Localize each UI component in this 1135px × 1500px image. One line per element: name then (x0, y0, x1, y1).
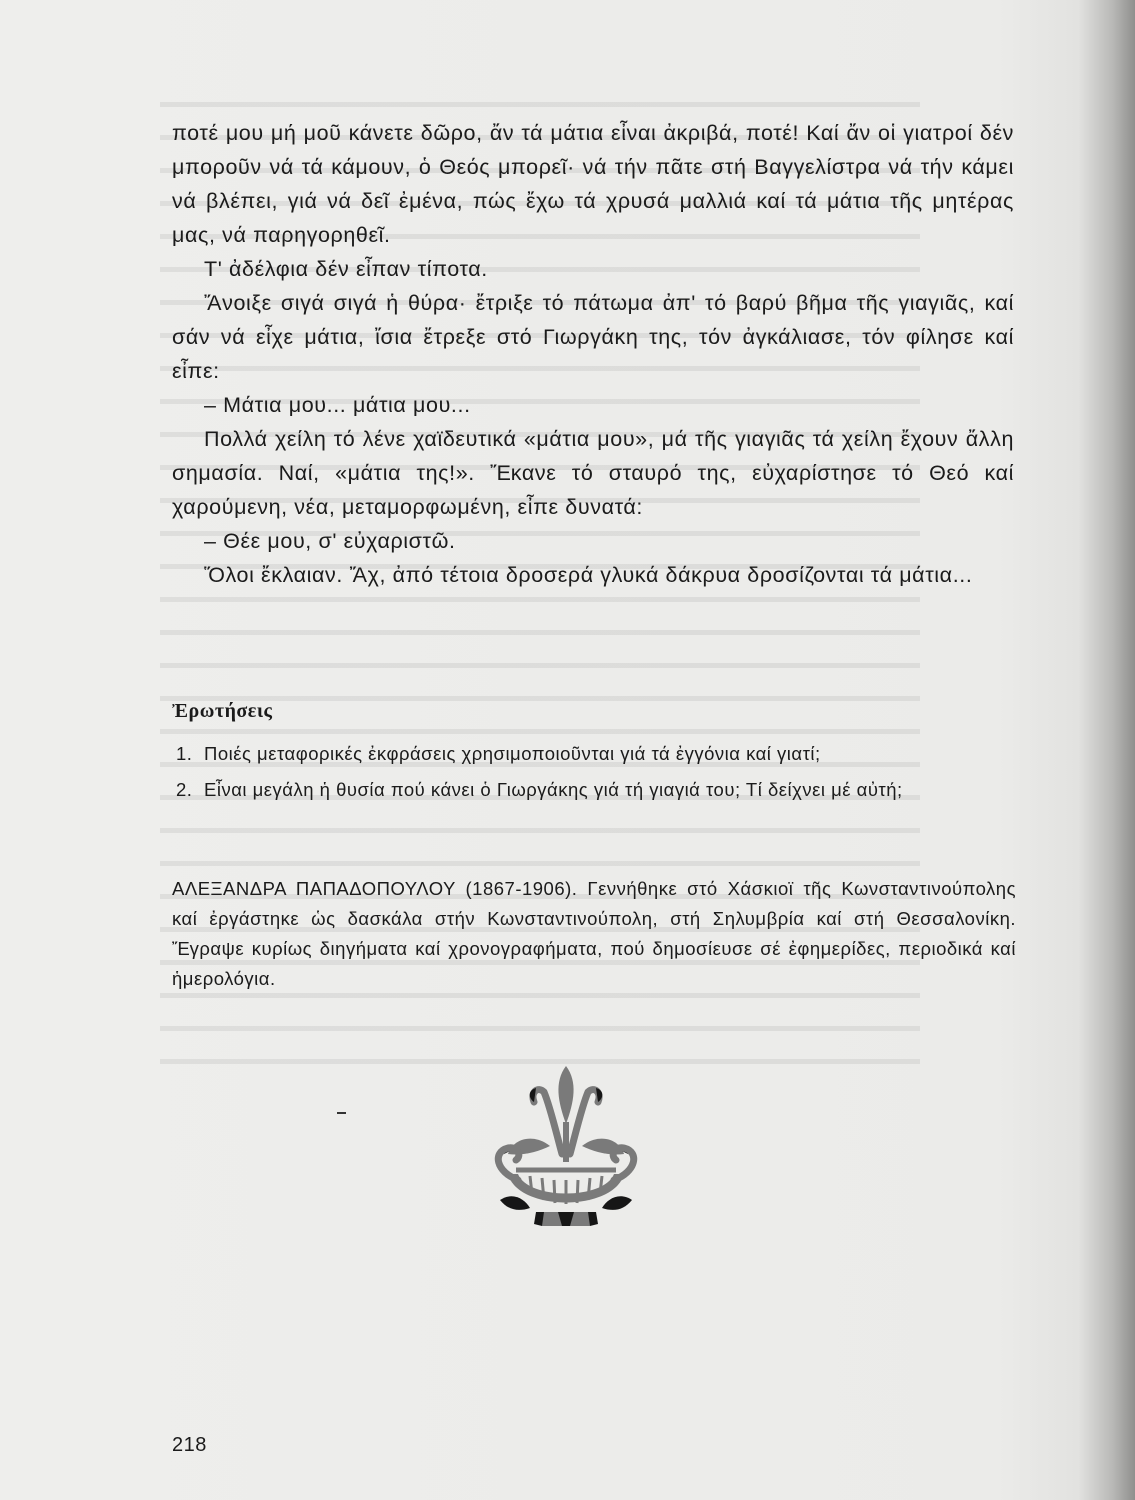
paragraph: – Μάτια μου... μάτια μου... (204, 393, 471, 417)
question-number: 2. (176, 779, 193, 800)
author-bio (172, 874, 1016, 994)
question-text: Εἶναι μεγάλη ἡ θυσία πού κάνει ὁ Γιωργάκης γιά τή γιαγιά του; Τί δείχνει μέ αὐτή; (204, 779, 903, 800)
paragraph: Ὅλοι ἔκλαιαν. Ἄχ, ἀπό τέτοια δροσερά γλυκά δάκρυα δροσίζονται τά μάτια... (204, 563, 973, 587)
question-number: 1. (176, 743, 193, 764)
paragraph: Τ' ἀδέλφια δέν εἶπαν τίποτα. (204, 257, 488, 281)
paragraph: – Θέε μου, σ' εὐχαριστῶ. (204, 529, 456, 553)
story-text (172, 116, 1014, 592)
stray-mark (337, 1112, 346, 1114)
paragraph: Πολλά χείλη τό λένε χαϊδευτικά «μάτια μου», μά τῆς γιαγιᾶς τά χείλη ἔχουν ἄλλη σημασία. Ναί, «μάτια της!». Ἔκανε τό σταυρό της, εὐχαρίστησε τό Θεό καί χαρούμενη, νέα, μεταμορφωμένη, εἶπε δυνατά: (172, 427, 1014, 519)
paragraph: ποτέ μου μή μοῦ κάνετε δῶρο, ἄν τά μάτια εἶναι ἀκριβά, ποτέ! Καί ἄν οἱ γιατροί δέν μποροῦν νά τά κάμουν, ὁ Θεός μπορεῖ· νά τήν πᾶτε στή Βαγγελίστρα νά τήν κάμει νά βλέπει, γιά νά δεῖ ἐμένα, πώς ἔχω τά χρυσά μαλλιά καί τά μάτια τῆς μητέρας μας, νά παρηγορηθεῖ. (172, 121, 1014, 247)
author-name: ΑΛΕΞΑΝΔΡΑ ΠΑΠΑΔΟΠΟΥΛΟΥ (172, 878, 456, 899)
floral-vessel-ornament-icon (478, 1062, 654, 1230)
question-item (176, 740, 1021, 768)
paragraph: Ἄνοιξε σιγά σιγά ἡ θύρα· ἔτριξε τό πάτωμα ἀπ' τό βαρύ βῆμα τῆς γιαγιᾶς, καί σάν νά εἶχε μάτια, ἴσια ἔτρεξε στό Γιωργάκη της, τόν ἀγκάλιασε, τόν φίλησε καί εἶπε: (172, 291, 1014, 383)
question-item (176, 776, 1021, 804)
author-bio-text: (1867-1906). Γεννήθηκε στό Χάσκιοϊ τῆς Κωνσταντινούπολης καί ἐργάστηκε ὡς δασκάλα στήν Κωνσταντινούπολη, στή Σηλυμβρία καί στή Θεσσαλονίκη. Ἔγραψε κυρίως διηγήματα καί χρονογραφήματα, πού δημοσίευσε σέ ἐφημερίδες, περιοδικά καί ἡμερολόγια. (172, 878, 1017, 989)
questions-heading: Ἐρωτήσεις (172, 700, 273, 722)
questions-list (176, 740, 1021, 812)
question-text: Ποιές μεταφορικές ἐκφράσεις χρησιμοποιοῦνται γιά τά ἐγγόνια καί γιατί; (204, 743, 821, 764)
page-number: 218 (172, 1434, 207, 1456)
